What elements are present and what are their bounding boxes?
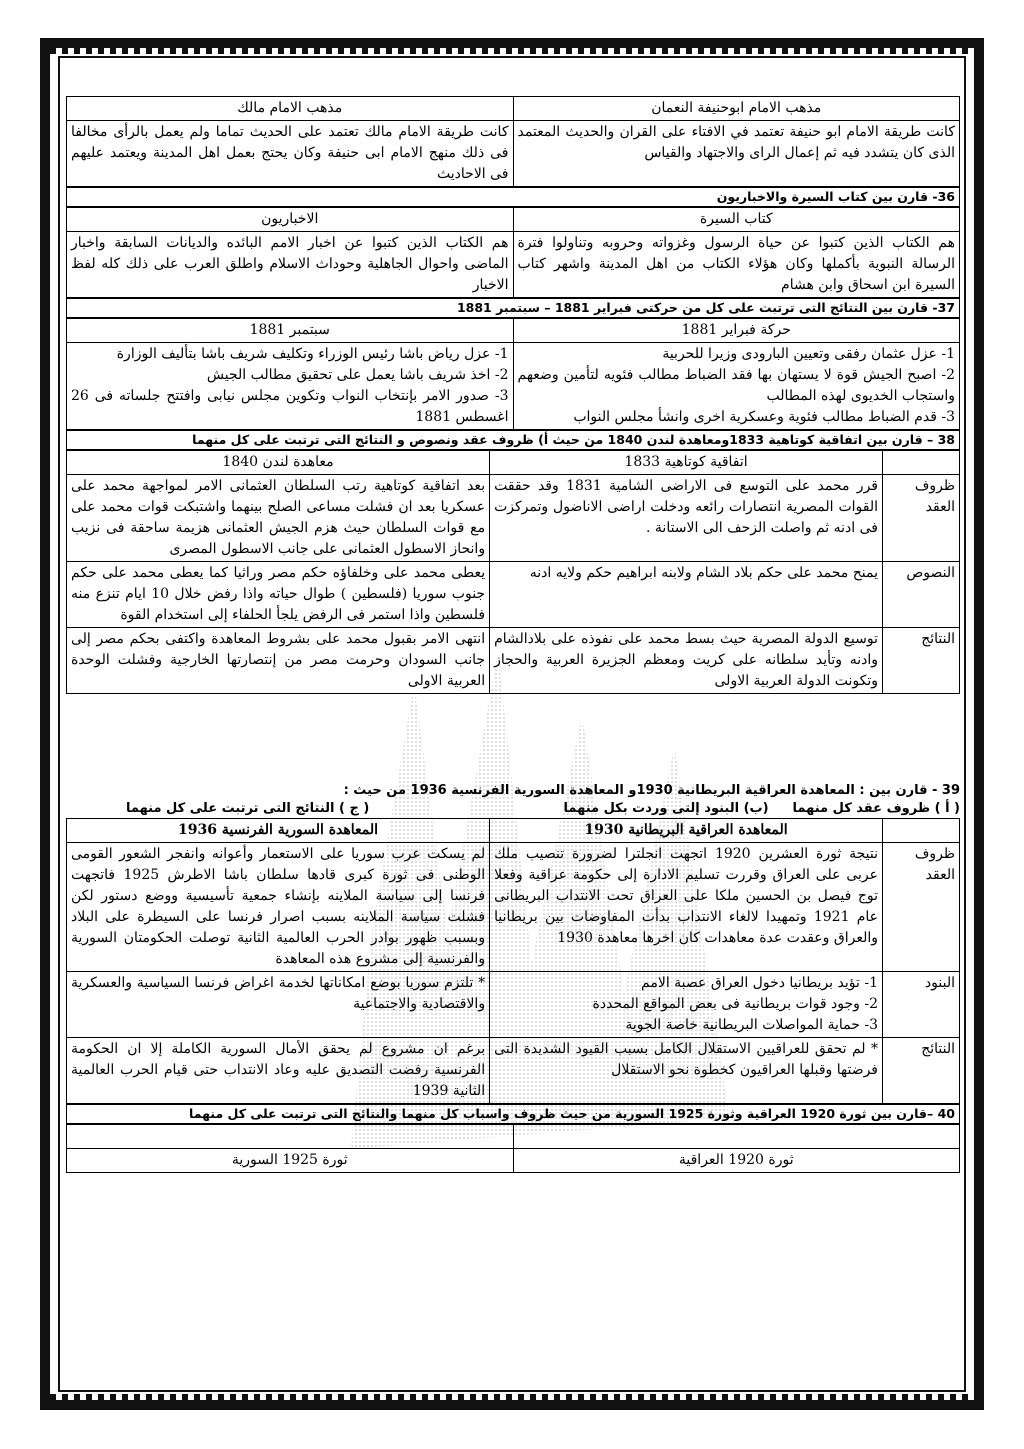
q40-right-title: ثورة 1920 العراقية <box>513 1149 960 1173</box>
cell-left: بعد اتفاقية كوتاهية رتب السلطان العثمانى الامر لمواجهة محمد على عسكريا بعد ان فشلت مساعى الصلح بينهما واشتبكت قوات محمد على مع قوات السلطان حيث هزم الجيش العثمانى هزيمة ساحقة فى نزيب وانحاز الاسطول العثمانى على جانب الاسطول المصرى <box>67 475 490 562</box>
q36-table <box>66 207 960 298</box>
q38-table <box>66 450 960 694</box>
blank-cell <box>67 1125 514 1149</box>
q38-question: 38 – قارن بين اتفاقية كوتاهية 1833ومعاهدة لندن 1840 من حيث أ) ظروف عقد ونصوص و النتائج التى ترتبت على كل منهما <box>66 430 960 450</box>
document-body <box>66 96 960 1173</box>
q37-question: 37- قارن بين النتائج التى ترتبت على كل من حركتى فبراير 1881 – سبتمبر 1881 <box>66 298 960 318</box>
q39-table <box>66 818 960 1104</box>
row-label: البنود <box>883 972 960 1038</box>
cell-right: توسيع الدولة المصرية حيث بسط محمد على نفوذه على بلادالشام وادنه وتأيد سلطانه على كريت ومعظم الجزيرة العربية والحجاز وتكونت الدولة العربية الاولى <box>490 628 883 694</box>
q39-right-title: المعاهدة العراقية البريطانية 1930 <box>490 819 883 843</box>
table-row <box>67 475 960 562</box>
q37-left-title: سبتمبر 1881 <box>67 319 514 343</box>
list-item: 3- قدم الضباط مطالب فئوية وعسكرية اخرى وانشأ مجلس النواب <box>573 409 955 425</box>
cell-right: 1- تؤيد بريطانيا دخول العراق عصبة الامم 2- وجود قوات بريطانية فى بعض المواقع المحددة 3- حماية المواصلات البريطانية خاصة الجوية <box>490 972 883 1038</box>
q36-question: 36- قارن بين كتاب السيرة والاخباريون <box>66 187 960 207</box>
q36-left-title: الاخباريون <box>67 208 514 232</box>
q35-left-title: مذهب الامام مالك <box>67 97 514 121</box>
list-item: 1- عزل رياض باشا رئيس الوزراء وتكليف شريف باشا بتأليف الوزارة <box>116 346 509 362</box>
q38-right-title: اتفاقية كوتاهية 1833 <box>490 451 883 475</box>
q39-left-title: المعاهدة السورية الفرنسية 1936 <box>67 819 490 843</box>
row-label: ظروف العقد <box>883 475 960 562</box>
q39-question: 39 - قارن بين : المعاهدة العراقية البريطانية 1930و المعاهدة السورية الفرنسية 1936 من حيث : <box>343 783 960 798</box>
q39-sub-a: ( أ ) ظروف عقد كل منهما <box>792 801 960 816</box>
list-item: 1- عزل عثمان رفقى وتعيين البارودى وزيرا للحربية <box>662 346 955 362</box>
cell-right: * لم تحقق للعراقيين الاستقلال الكامل بسبب القيود الشديدة التى فرضتها وقبلها العراقيون كخطوة نحو الاستقلال <box>490 1038 883 1104</box>
q37-left-list <box>67 343 514 430</box>
list-item: 3- صدور الامر بإنتخاب النواب وتكوين مجلس نيابى وافتتح جلساته فى 26 اغسطس 1881 <box>71 388 509 425</box>
q35-right-title: مذهب الامام ابوحنيفة النعمان <box>513 97 960 121</box>
q40-left-title: ثورة 1925 السورية <box>67 1149 514 1173</box>
list-item: 2- اخذ شريف باشا يعمل على تحقيق مطالب الجيش <box>206 367 509 383</box>
q36-left-text: هم الكتاب الذين كتبوا عن اخبار الامم البائده والديانات السابقة واخبار الماضى واحوال الجاهلية وحوداث الاسلام واطلق العرب على ذلك كله لفظ الاخبار <box>67 232 514 298</box>
table-row <box>67 1038 960 1104</box>
q40-table <box>66 1124 960 1173</box>
q39-sub-b: (ب) البنود إلتى وردت بكل منهما <box>563 801 769 816</box>
q38-left-title: معاهدة لندن 1840 <box>67 451 490 475</box>
table-row <box>67 628 960 694</box>
cell-left: يعطى محمد على وخلفاؤه حكم مصر وراثيا كما يعطى محمد على حكم جنوب سوريا (فلسطين ) طوال حياته واذا رفض خلال 10 ايام تنزع منه فلسطين واذا استمر فى الرفض يلجأ الحلفاء إلى استخدام القوة <box>67 562 490 628</box>
cell-left: برغم ان مشروع لم يحقق الأمال السورية الكاملة إلا ان الحكومة الفرنسية رفضت التصديق عليه وعاد الانتداب حتى قيام الحرب العالمية الثانية 1939 <box>67 1038 490 1104</box>
row-label: النصوص <box>883 562 960 628</box>
table-row <box>67 972 960 1038</box>
cell-right: يمنح محمد على حكم بلاد الشام ولابنه ابراهيم حكم ولايه ادنه <box>490 562 883 628</box>
cell-right: قرر محمد على التوسع فى الاراضى الشامية 1831 وقد حققت القوات المصرية انتصارات رائعه ودخلت اراضى الاناضول وتمركزت فى ادنه ثم واصلت الزحف الى الاستانة . <box>490 475 883 562</box>
q37-table <box>66 318 960 430</box>
cell-left: لم يسكت عرب سوريا على الاستعمار وأعوانه وانفجر الشعور القومى الوطنى فى ثورة كبرى قادها سلطان باشا الاطرش 1925 فاتجهت فرنسا إلى سياسة الملاينه بإنشاء جمعية تأسيسية ووضع دستور لكن فشلت سياسة الملاينه بسبب اصرار فرنسا على السيطرة على البلاد وبسبب ظهور بوادر الحرب العالمية الثانية توصلت الحكومتان السورية والفرنسية إلى مشروع هذه المعاهدة <box>67 843 490 972</box>
table-row <box>67 562 960 628</box>
row-label: النتائج <box>883 628 960 694</box>
cell-left: انتهى الامر بقبول محمد على بشروط المعاهدة واكتفى بحكم مصر إلى جانب السودان وحرمت مصر من إنتصارتها الخارجية وفشلت الوحدة العربية الاولى <box>67 628 490 694</box>
q36-right-text: هم الكتاب الذين كتبوا عن حياة الرسول وغزواته وحروبه وتناولوا فترة الرسالة النبوية بأكملها وكان هؤلاء الكتاب من اهل المدينة واشهر كتاب السيرة ابن اسحاق وابن هشام <box>513 232 960 298</box>
q35-right-text: كانت طريقة الامام ابو حنيفة تعتمد في الافتاء على القران والحديث المعتمد الذى كان يتشدد فيه ثم إعمال الراى والاجتهاد والقياس <box>513 121 960 187</box>
blank-cell <box>883 451 960 475</box>
blank-cell <box>883 819 960 843</box>
table-row <box>67 843 960 972</box>
q35-left-text: كانت طريقة الامام مالك تعتمد على الحديث تماما ولم يعمل بالرأى مخالفا فى ذلك منهج الامام ابى حنيفة وكان يحتج بعمل اهل المدينة ويعتمد عليهم فى الاحاديث <box>67 121 514 187</box>
row-label: ظروف العقد <box>883 843 960 972</box>
q37-right-list <box>513 343 960 430</box>
q36-right-title: كتاب السيرة <box>513 208 960 232</box>
cell-right: نتيجة ثورة العشرين 1920 اتجهت انجلترا لضرورة تنصيب ملك عربى على العراق وقررت تسليم الادارة إلى حكومة عراقية وفعلا توج فيصل بن الحسين ملكا على العراق تحت الانتداب البريطانى عام 1921 وتمهيدا لالغاء الانتداب بدأت المفاوضات بين بريطانيا والعراق وعقدت عدة معاهدات كان اخرها معاهدة 1930 <box>490 843 883 972</box>
row-label: النتائج <box>883 1038 960 1104</box>
q37-right-title: حركة فبراير 1881 <box>513 319 960 343</box>
q40-question: 40 –قارن بين ثورة 1920 العراقية وثورة 1925 السورية من حيث ظروف واسباب كل منهما والنتائج التى ترتبت على كل منهما <box>66 1104 960 1124</box>
cell-left: * تلتزم سوريا بوضع امكاناتها لخدمة اغراض فرنسا السياسية والعسكرية والاقتصادية والاجتماعية <box>67 972 490 1038</box>
list-item: 2- اصبح الجيش قوة لا يستهان بها فقد الضباط مطالب فئويه لتأمين وضعهم واستجاب الخديوى لهذه المطالب <box>517 367 955 404</box>
q35-table <box>66 96 960 187</box>
q39-sub-c: ( ج ) النتائج التى ترتبت على كل منهما <box>126 801 370 816</box>
blank-cell <box>513 1125 960 1149</box>
q39-subparts <box>66 800 960 818</box>
